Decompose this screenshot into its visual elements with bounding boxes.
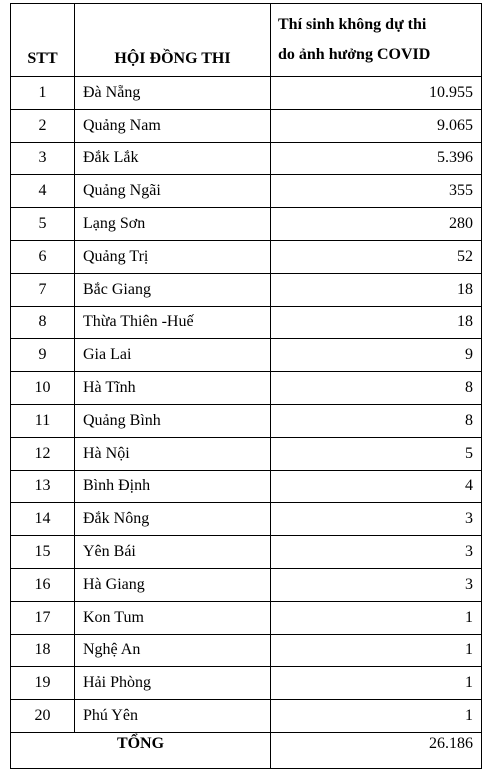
table-row — [11, 77, 482, 110]
row-council-cell: Quảng Bình — [75, 404, 271, 437]
row-stt-cell: 4 — [11, 175, 75, 208]
row-stt-cell: 13 — [11, 470, 75, 503]
row-stt-cell: 7 — [11, 273, 75, 306]
table-body — [11, 77, 482, 733]
row-council-cell: Nghệ An — [75, 634, 271, 667]
row-value-cell: 10.955 — [271, 77, 482, 110]
row-stt-cell: 20 — [11, 700, 75, 733]
row-value-cell: 3 — [271, 536, 482, 569]
row-stt-cell: 1 — [11, 77, 75, 110]
row-council-cell: Quảng Ngãi — [75, 175, 271, 208]
row-stt-cell: 14 — [11, 503, 75, 536]
table-row — [11, 536, 482, 569]
row-stt-cell: 11 — [11, 404, 75, 437]
table-row — [11, 700, 482, 733]
row-value-cell: 1 — [271, 700, 482, 733]
table-row — [11, 109, 482, 142]
row-council-cell: Đà Nẵng — [75, 77, 271, 110]
row-value-cell: 5 — [271, 437, 482, 470]
row-council-cell: Quảng Trị — [75, 240, 271, 273]
table-row — [11, 240, 482, 273]
table-header-row — [11, 4, 482, 77]
total-row — [11, 732, 482, 768]
table-row — [11, 634, 482, 667]
row-council-cell: Đắk Nông — [75, 503, 271, 536]
table-row — [11, 568, 482, 601]
header-absent-line2: do ảnh hưởng COVID — [278, 46, 431, 63]
row-council-cell: Bình Định — [75, 470, 271, 503]
row-council-cell: Thừa Thiên -Huế — [75, 306, 271, 339]
row-value-cell: 18 — [271, 306, 482, 339]
row-council-cell: Yên Bái — [75, 536, 271, 569]
row-council-cell: Hải Phòng — [75, 667, 271, 700]
row-stt-cell: 19 — [11, 667, 75, 700]
row-value-cell: 1 — [271, 634, 482, 667]
row-stt-cell: 10 — [11, 372, 75, 405]
header-stt: STT — [11, 4, 75, 77]
row-value-cell: 280 — [271, 208, 482, 241]
row-council-cell: Lạng Sơn — [75, 208, 271, 241]
row-stt-cell: 5 — [11, 208, 75, 241]
row-value-cell: 5.396 — [271, 142, 482, 175]
row-council-cell: Hà Nội — [75, 437, 271, 470]
row-value-cell: 3 — [271, 503, 482, 536]
table-row — [11, 273, 482, 306]
row-stt-cell: 15 — [11, 536, 75, 569]
row-council-cell: Hà Giang — [75, 568, 271, 601]
row-council-cell: Quảng Nam — [75, 109, 271, 142]
row-value-cell: 9.065 — [271, 109, 482, 142]
table-row — [11, 208, 482, 241]
row-council-cell: Kon Tum — [75, 601, 271, 634]
header-absent-candidates — [271, 4, 482, 77]
row-council-cell: Gia Lai — [75, 339, 271, 372]
row-value-cell: 355 — [271, 175, 482, 208]
row-council-cell: Phú Yên — [75, 700, 271, 733]
row-council-cell: Hà Tĩnh — [75, 372, 271, 405]
row-value-cell: 4 — [271, 470, 482, 503]
total-value: 26.186 — [271, 732, 482, 768]
total-label: TỔNG — [11, 732, 271, 768]
row-value-cell: 9 — [271, 339, 482, 372]
table-row — [11, 142, 482, 175]
row-value-cell: 1 — [271, 667, 482, 700]
row-stt-cell: 9 — [11, 339, 75, 372]
table-row — [11, 601, 482, 634]
row-value-cell: 52 — [271, 240, 482, 273]
row-value-cell: 3 — [271, 568, 482, 601]
row-value-cell: 8 — [271, 404, 482, 437]
row-value-cell: 8 — [271, 372, 482, 405]
row-stt-cell: 8 — [11, 306, 75, 339]
row-value-cell: 18 — [271, 273, 482, 306]
table-row — [11, 339, 482, 372]
row-stt-cell: 18 — [11, 634, 75, 667]
table-row — [11, 503, 482, 536]
table-row — [11, 667, 482, 700]
table-row — [11, 372, 482, 405]
covid-absent-candidates-table — [10, 3, 482, 769]
table-row — [11, 437, 482, 470]
row-stt-cell: 3 — [11, 142, 75, 175]
row-stt-cell: 16 — [11, 568, 75, 601]
row-stt-cell: 17 — [11, 601, 75, 634]
row-stt-cell: 2 — [11, 109, 75, 142]
table-row — [11, 175, 482, 208]
row-value-cell: 1 — [271, 601, 482, 634]
table-row — [11, 306, 482, 339]
header-absent-line1: Thí sinh không dự thi — [278, 16, 427, 33]
table-row — [11, 404, 482, 437]
row-council-cell: Bắc Giang — [75, 273, 271, 306]
row-council-cell: Đắk Lắk — [75, 142, 271, 175]
header-council: HỘI ĐỒNG THI — [75, 4, 271, 77]
row-stt-cell: 6 — [11, 240, 75, 273]
table-row — [11, 470, 482, 503]
row-stt-cell: 12 — [11, 437, 75, 470]
